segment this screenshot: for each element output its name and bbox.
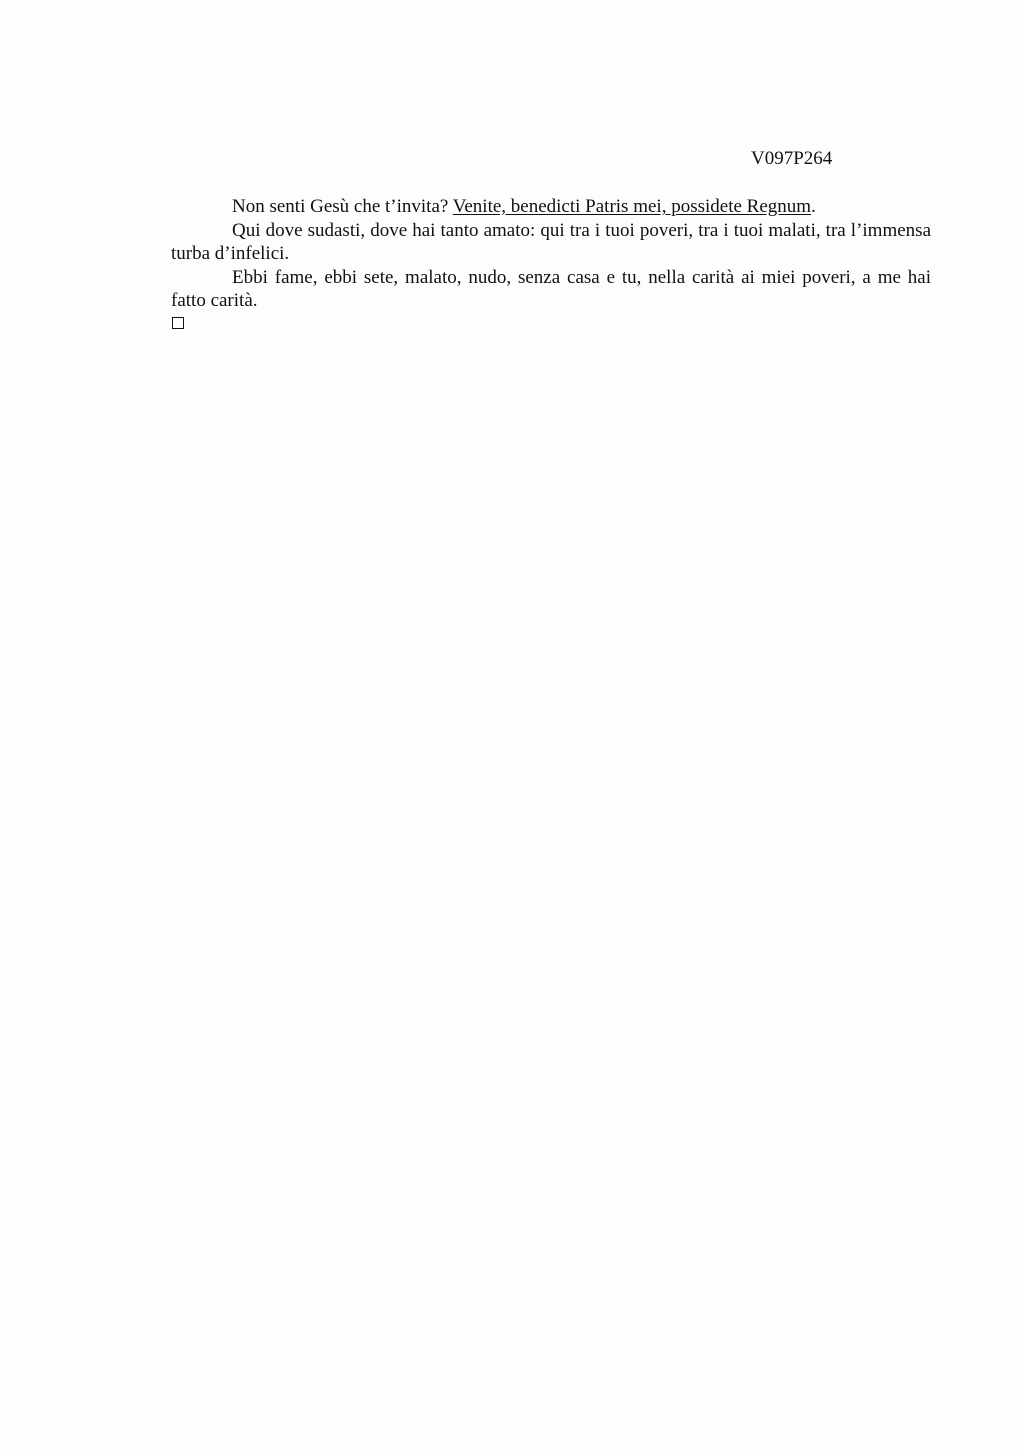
page-code: V097P264: [751, 148, 833, 169]
empty-square-icon: [172, 317, 184, 329]
document-body: [171, 195, 931, 313]
paragraph-1-end: .: [811, 196, 816, 217]
paragraph-3: Ebbi fame, ebbi sete, malato, nudo, senza casa e tu, nella carità ai miei poveri, a me hai fatto carità.: [171, 266, 931, 311]
paragraph-1: [171, 195, 931, 219]
latin-quotation: Venite, benedicti Patris mei, possidete Regnum: [452, 196, 812, 217]
paragraph-2: Qui dove sudasti, dove hai tanto amato: qui tra i tuoi poveri, tra i tuoi malati, tra l’immensa turba d’infelici.: [171, 219, 931, 264]
paragraph-1-text: Non senti Gesù che t’invita?: [232, 196, 453, 217]
